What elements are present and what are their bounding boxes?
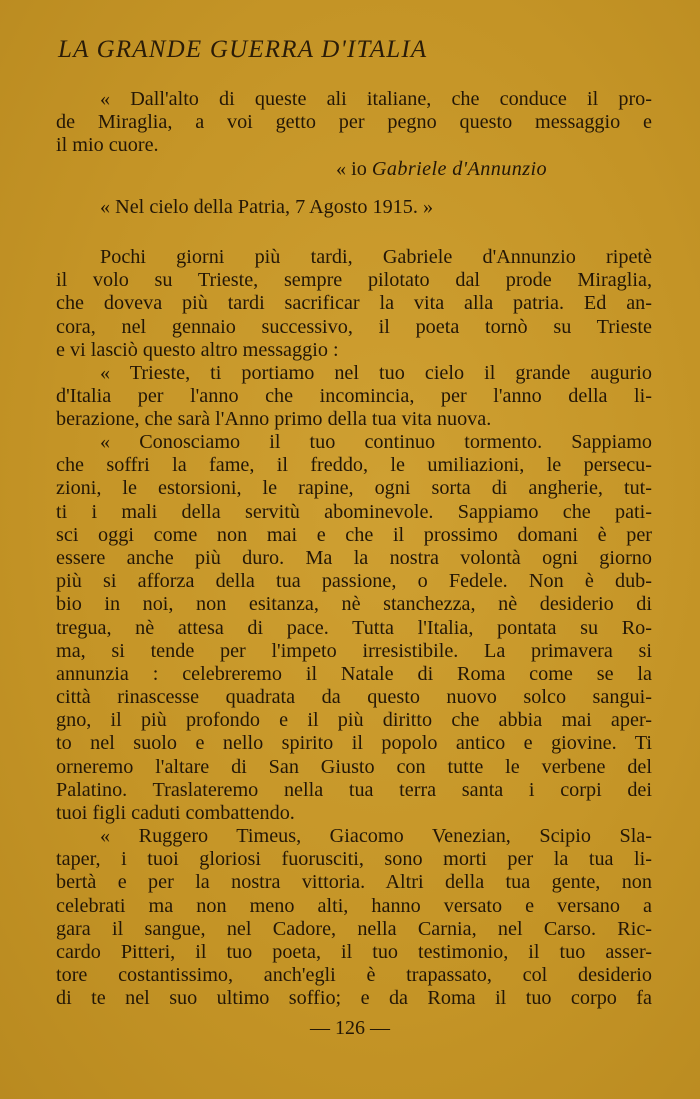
text-line: cora, nel gennaio successivo, il poeta tornò su Trieste bbox=[56, 315, 652, 338]
text-line: il mio cuore. bbox=[56, 134, 159, 157]
text-line: cardo Pitteri, il tuo poeta, il tuo testimonio, il tuo asser- bbox=[56, 940, 652, 963]
message-paragraph bbox=[56, 431, 652, 825]
signature-prefix: « io bbox=[336, 158, 367, 180]
message-paragraph bbox=[56, 88, 652, 158]
text-line: bio in noi, non esitanza, nè stanchezza, nè desiderio di bbox=[56, 593, 652, 616]
text-line: to nel suolo e nello spirito il popolo antico e giovine. Ti bbox=[56, 732, 652, 755]
text-line: ma, si tende per l'impeto irresistibile. La primavera si bbox=[56, 639, 652, 662]
text-line: che doveva più tardi sacrificar la vita alla patria. Ed an- bbox=[56, 292, 652, 315]
narrative-paragraph bbox=[56, 246, 652, 362]
text-line: « Ruggero Timeus, Giacomo Venezian, Scipio Sla- bbox=[100, 825, 652, 847]
text-line: annunzia : celebreremo il Natale di Roma come se la bbox=[56, 662, 652, 685]
text-line: berazione, che sarà l'Anno primo della tua vita nuova. bbox=[56, 408, 492, 431]
text-line: de Miraglia, a voi getto per pegno questo messaggio e bbox=[56, 111, 652, 134]
text-line: « Conosciamo il tuo continuo tormento. Sappiamo bbox=[100, 431, 652, 453]
text-line: ti i mali della servitù abominevole. Sappiamo che pati- bbox=[56, 500, 652, 523]
text-line: tore costantissimo, anch'egli è trapassato, col desiderio bbox=[56, 964, 652, 987]
text-line: tregua, nè attesa di pace. Tutta l'Italia, pontata su Ro- bbox=[56, 616, 652, 639]
text-line: « Dall'alto di queste ali italiane, che conduce il pro- bbox=[100, 88, 652, 110]
text-line: più si afforza della tua passione, o Fedele. Non è dub- bbox=[56, 570, 652, 593]
text-line: taper, i tuoi gloriosi fuorusciti, sono morti per la tua li- bbox=[56, 848, 652, 871]
text-line: e vi lasciò questo altro messaggio : bbox=[56, 338, 339, 361]
text-line: « Trieste, ti portiamo nel tuo cielo il grande augurio bbox=[100, 362, 652, 384]
text-line: zioni, le estorsioni, le rapine, ogni sorta di angherie, tut- bbox=[56, 477, 652, 500]
text-line: d'Italia per l'anno che incomincia, per l'anno della li- bbox=[56, 385, 652, 408]
text-line: che soffri la fame, il freddo, le umiliazioni, le persecu- bbox=[56, 454, 652, 477]
text-line: Pochi giorni più tardi, Gabriele d'Annunzio ripetè bbox=[100, 246, 652, 268]
text-line: il volo su Trieste, sempre pilotato dal prode Miraglia, bbox=[56, 269, 652, 292]
text-line: essere anche più duro. Ma la nostra volontà ogni giorno bbox=[56, 546, 652, 569]
text-line: tuoi figli caduti combattendo. bbox=[56, 802, 295, 824]
text-line: Palatino. Traslateremo nella tua terra santa i corpi dei bbox=[56, 778, 652, 801]
text-line: di te nel suo ultimo soffio; e da Roma il tuo corpo fa bbox=[56, 987, 652, 1010]
page-number: — 126 — bbox=[310, 1017, 390, 1039]
text-line: bertà e per la nostra vittoria. Altri della tua gente, non bbox=[56, 871, 652, 894]
text-line: gara il sangue, nel Cadore, nella Carnia, nel Carso. Ric- bbox=[56, 917, 652, 940]
signature bbox=[336, 158, 547, 181]
text-line: città rinascesse quadrata da questo nuovo solco sangui- bbox=[56, 686, 652, 709]
message-paragraph bbox=[56, 825, 652, 1011]
dateline: « Nel cielo della Patria, 7 Agosto 1915. » bbox=[100, 196, 434, 218]
text-line: gno, il più profondo e il più diritto che abbia mai aper- bbox=[56, 709, 652, 732]
text-line: celebrati ma non meno alti, hanno versato e versano a bbox=[56, 894, 652, 917]
text-line: orneremo l'altare di San Giusto con tutte le verbene del bbox=[56, 755, 652, 778]
text-line: sci oggi come non mai e che il prossimo domani è per bbox=[56, 523, 652, 546]
running-head: LA GRANDE GUERRA D'ITALIA bbox=[58, 36, 428, 63]
message-paragraph bbox=[56, 362, 652, 432]
signature-name: Gabriele d'Annunzio bbox=[371, 158, 547, 180]
